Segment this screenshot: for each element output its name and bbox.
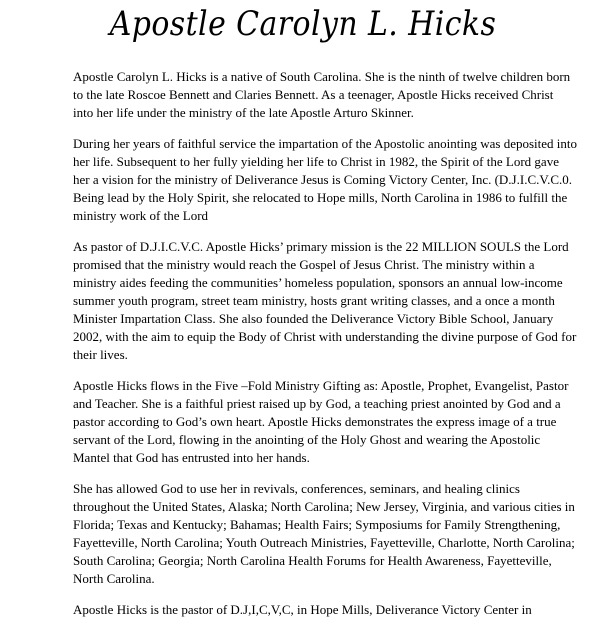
text-line: South Carolina; Georgia; North Carolina Health Forums for Health Awareness, Fayetteville, (73, 553, 552, 568)
text-line: Minister Impartation Class. She also founded the Deliverance Victory Bible School, January (73, 311, 554, 326)
paragraph-gifting (73, 377, 573, 467)
text-line: her life. Subsequent to her fully yielding her life to Christ in 1982, the Spirit of the Lord gave (73, 154, 559, 169)
paragraph-intro (73, 68, 573, 122)
text-line: throughout the United States, Alaska; North Carolina; New Jersey, Virginia, and various cities in (73, 499, 575, 514)
text-line: Apostle Carolyn L. Hicks is a native of South Carolina. She is the ninth of twelve children born (73, 69, 571, 84)
text-line: As pastor of D.J.I.C.V.C. Apostle Hicks’ primary mission is the 22 MILLION SOULS the Lord (73, 239, 569, 254)
text-line: into her life under the ministry of the late Apostle Arturo Skinner. (73, 105, 414, 120)
paragraph-revivals (73, 480, 573, 588)
text-line: Apostle Hicks is the pastor of D.J,I,C,V,C, in Hope Mills, Deliverance Victory Center in (73, 602, 532, 617)
text-line: summer youth program, street team ministry, hosts grant writing classes, and a once a month (73, 293, 555, 308)
text-line: 2002, with the aim to equip the Body of Christ with understanding the divine purpose of God for (73, 329, 577, 344)
document-body (73, 68, 577, 632)
text-line: North Carolina. (73, 571, 155, 586)
text-line: pastor according to God’s own heart. Apostle Hicks demonstrates the express image of a true (73, 414, 557, 429)
page-title: Apostle Carolyn L. Hicks (109, 4, 497, 44)
text-line: Mantel that God has entrusted into her hands. (73, 450, 310, 465)
text-line: She has allowed God to use her in revivals, conferences, seminars, and healing clinics (73, 481, 520, 496)
text-line: Florida; Texas and Kentucky; Bahamas; Health Fairs; Symposiums for Family Strengthening, (73, 517, 561, 532)
text-line: Apostle Hicks flows in the Five –Fold Ministry Gifting as: Apostle, Prophet, Evangelist, Pastor (73, 378, 569, 393)
paragraph-pastor (73, 601, 573, 619)
text-line: Fayetteville, North Carolina; Youth Outreach Ministries, Fayetteville, Charlotte, North Carolina; (73, 535, 575, 550)
text-line: and Teacher. She is a faithful priest raised up by God, a teaching priest anointed by God and a (73, 396, 561, 411)
text-line: Being lead by the Holy Spirit, she relocated to Hope mills, North Carolina in 1986 to fulfill the (73, 190, 568, 205)
text-line: her a vision for the ministry of Deliverance Jesus is Coming Victory Center, Inc. (D.J.I.C.V.C.0. (73, 172, 572, 187)
paragraph-mission (73, 238, 577, 364)
text-line: their lives. (73, 347, 128, 362)
text-line: to the late Roscoe Bennett and Claries Bennett. As a teenager, Apostle Hicks received Christ (73, 87, 554, 102)
text-line: servant of the Lord, flowing in the anointing of the Holy Ghost and wearing the Apostolic (73, 432, 541, 447)
text-line: During her years of faithful service the impartation of the Apostolic anointing was deposited into (73, 136, 577, 151)
text-line: ministry work of the Lord (73, 208, 209, 223)
paragraph-service (73, 135, 577, 225)
text-line: ministry aides feeding the communities’ homeless population, sponsors an annual low-income (73, 275, 563, 290)
text-line: promised that the ministry would reach the Gospel of Jesus Christ. The ministry within a (73, 257, 535, 272)
